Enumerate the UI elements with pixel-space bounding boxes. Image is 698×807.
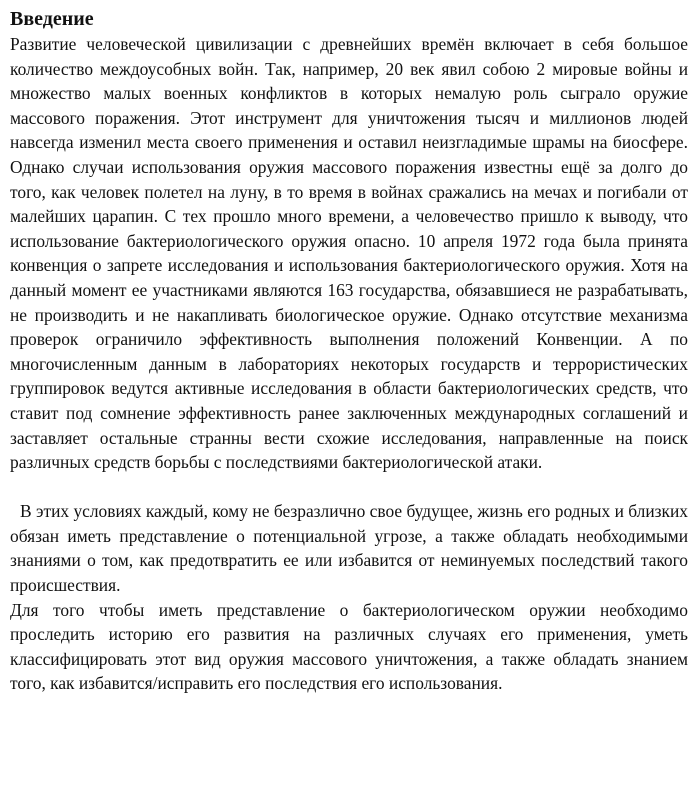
section-title: Введение: [10, 8, 94, 30]
paragraph-gap: [10, 475, 688, 500]
paragraph-threat: В этих условиях каждый, кому не безразлично свое будущее, жизнь его родных и близких обязан иметь представление о потенциальной угрозе, а также обладать необходимыми знаниями о том, как предотвратить ее или избавится от неминуемых последствий такого происшествия.: [10, 501, 688, 596]
paragraph-study: Для того чтобы иметь представление о бактериологическом оружии необходимо проследить историю его развития на различных случаях его применения, уметь классифицировать этот вид оружия массового уничтожения, а также обладать знанием того, как избавится/исправить его последствия его использования.: [10, 599, 688, 694]
document-page: [10, 6, 688, 696]
paragraph-intro: Развитие человеческой цивилизации с древнейших времён включает в себя большое количество междоусобных войн. Так, например, 20 век явил собою 2 мировые войны и множество малых военных конфликтов в которых немалую роль сыграло оружие массового поражения. Этот инструмент для уничтожения тысяч и миллионов людей навсегда изменил места своего применения и оставил неизгладимые шрамы на биосфере. Однако случаи использования оружия массового поражения известны ещё за долго до того, как человек полетел на луну, в то время в войнах сражались на мечах и погибали от малейших царапин. С тех прошло много времени, а человечество пришло к выводу, что использование бактериологического оружия опасно. 10 апреля 1972 года была принята конвенция о запрете исследования и использования бактериологического оружия. Хотя на данный момент ее участниками являются 163 государства, обязавшиеся не разрабатывать, не производить и не накапливать биологическое оружие. Однако отсутствие механизма проверок ограничило эффективность выполнения положений Конвенции. А по многочисленным данным в лабораториях некоторых государств и террористических группировок ведутся активные исследования в области бактериологических средств, что ставит под сомнение эффективность ранее заключенных международных соглашений и заставляет остальные странны вести схожие исследования, направленные на поиск различных средств борьбы с последствиями бактериологической атаки.: [10, 34, 688, 473]
